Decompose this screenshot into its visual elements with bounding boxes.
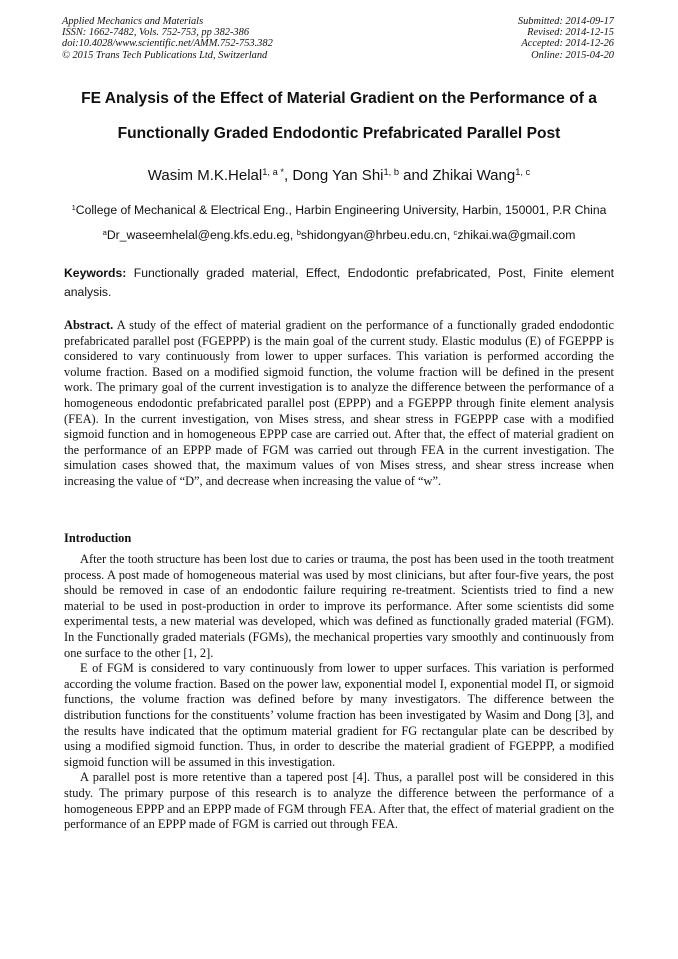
journal-doi: doi:10.4028/www.scientific.net/AMM.752-753.382 (62, 38, 273, 50)
introduction-body (64, 552, 614, 833)
author-affil-mark: 1, c (515, 166, 531, 177)
section-heading-introduction: Introduction (64, 531, 132, 545)
email-link[interactable]: shidongyan@hrbeu.edu.cn, (300, 228, 454, 242)
journal-name: Applied Mechanics and Materials (62, 16, 204, 27)
publication-dates (518, 16, 614, 61)
abstract (64, 318, 614, 490)
date-revised: Revised: 2014-12-15 (527, 27, 614, 39)
journal-issn: ISSN: 1662-7482, Vols. 752-753, pp 382-386 (62, 27, 250, 39)
date-submitted: Submitted: 2014-09-17 (517, 16, 614, 27)
affiliation (40, 203, 638, 217)
email-mark: b (296, 227, 301, 237)
author-name: Dong Yan Shi (292, 167, 384, 184)
keywords-label: Keywords: (64, 266, 127, 280)
keywords (64, 264, 614, 302)
paper-title-line-1: FE Analysis of the Effect of Material Gradient on the Performance of a (81, 90, 597, 107)
paragraph: After the tooth structure has been lost due to caries or trauma, the post has been used in the tooth treatment process. A post made of homogeneous material was used by most clinicians, but after four-five years, the post should be removed in case of an endodontic failure requiring re-treatment. Scientists tried to find a new material to be used in post-production in order to improve its performance. After some scientists did some experimental tests, a new material was developed, which was defined as functionally graded material (FGM). In the Functionally graded materials (FGMs), the mechanical properties vary smoothly and continuously from one surface to the other [1, 2]. (64, 552, 614, 660)
author-affil-mark: 1, a * (262, 166, 284, 177)
author-affil-mark: 1, b (383, 166, 400, 177)
journal-copyright: © 2015 Trans Tech Publications Ltd, Switzerland (62, 49, 268, 61)
email-link[interactable]: Dr_waseemhelal@eng.kfs.edu.eg, (106, 228, 297, 242)
paragraph: A parallel post is more retentive than a tapered post [4]. Thus, a parallel post will be considered in this study. The primary purpose of this research is to analyze the difference between the performance of a homogeneous EPPP and an EPPP made of FGM through FEA. After that, the effect of material gradient on the performance of an EPPP made of FGM is carried out through FEA. (64, 770, 614, 832)
author-separator: , (283, 167, 293, 184)
email-mark: a (102, 227, 107, 237)
author-separator: and (399, 167, 433, 184)
abstract-label: Abstract. (64, 318, 114, 332)
author-emails (40, 228, 638, 242)
author-name: Zhikai Wang (432, 167, 516, 184)
abstract-text: A study of the effect of material gradient on the performance of a functionally graded endodontic prefabricated parallel post (FGEPPP) is the main goal of the current study. Elastic modulus (E) of FGEPPP is considered to vary continuously from lower to upper surfaces. This variation is performed according the volume fraction. Based on a modified sigmoid function, the volume fraction will be defined in the present work. The primary goal of the current investigation is to analyze the difference between the performance of a homogeneous endodontic prefabricated parallel post (EPPP) and a FGEPPP through finite element analysis (FEA). In the current investigation, von Mises stress, and shear stress in FGEPPP case with a modified sigmoid function and in homogeneous EPPP case are carried out. After that, the effect of material gradient on the performance of an EPPP made of FGM was carried out through FEA in the current investigation. The simulation cases showed that, the maximum values of von Mises stress, and shear stress increase when increasing the value of “D”, and decrease when increasing the value of “w”. (64, 318, 614, 488)
affiliation-text: College of Mechanical & Electrical Eng., Harbin Engineering University, Harbin, 150001, P.R China (75, 203, 607, 217)
email-mark: c (453, 227, 458, 237)
keywords-text: Functionally graded material, Effect, Endodontic prefabricated, Post, Finite element analysis. (64, 266, 614, 299)
journal-info (62, 16, 273, 61)
paragraph: E of FGM is considered to vary continuously from lower to upper surfaces. This variation is performed according the volume fraction. Based on the power law, exponential model I, exponential model Π, or sigmoid functions, the volume fraction was defined before by many investigators. The difference between the distribution functions for the constituents’ volume fraction has been investigated by Wasim and Dong [3], and the results have indicated that the optimum material gradient for FG rectangular plate can be described by using a modified sigmoid function. Thus, in order to describe the material gradient of FGEPPP, a modified sigmoid function will be assumed in this investigation. (64, 661, 614, 769)
author-name: Wasim M.K.Helal (147, 167, 263, 184)
email-link[interactable]: zhikai.wa@gmail.com (457, 228, 576, 242)
affiliation-mark: 1 (71, 202, 76, 212)
date-accepted: Accepted: 2014-12-26 (521, 38, 614, 50)
date-online: Online: 2015-04-20 (531, 49, 614, 61)
paper-title-line-2: Functionally Graded Endodontic Prefabricated Parallel Post (117, 125, 561, 142)
author-list (40, 167, 638, 184)
